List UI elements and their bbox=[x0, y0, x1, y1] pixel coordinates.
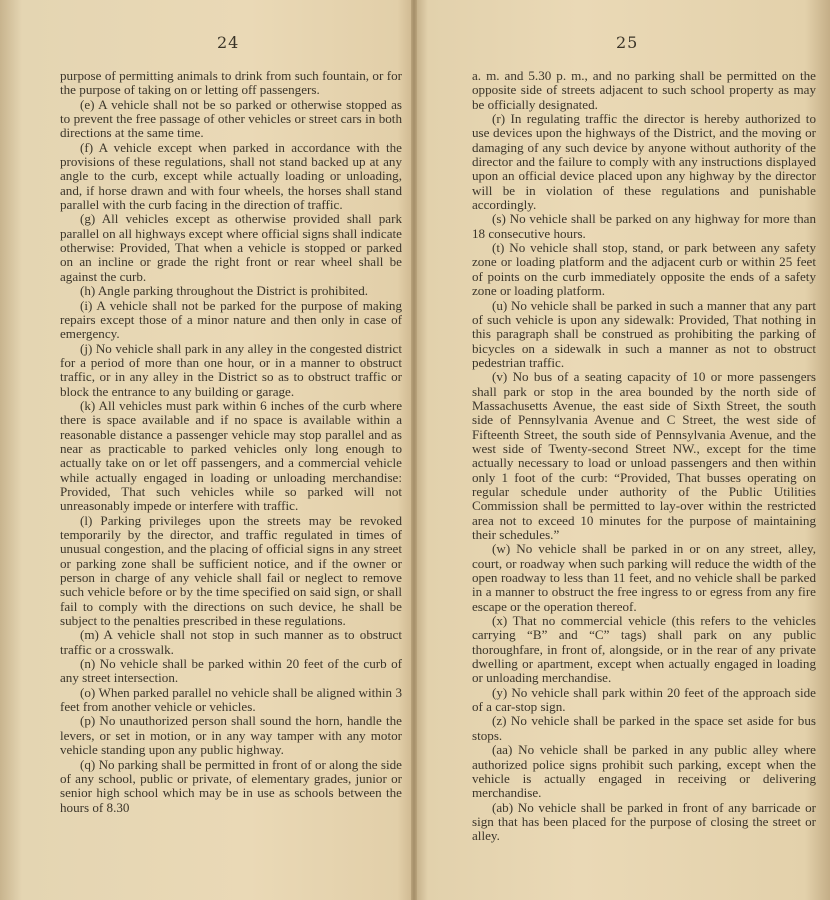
paragraph-n: (n) No vehicle shall be parked within 20 feet of the curb of any street intersection. bbox=[60, 656, 402, 686]
paragraph-u: (u) No vehicle shall be parked in such a manner that any part of such vehicle is upon any sidewalk: Provided, That nothing in this paragraph shall be construed as prohibiting the parking of bicycles on a sidewalk in such a manner as not to obstruct pedestrian traffic. bbox=[472, 297, 816, 370]
paragraph-f: (f) A vehicle except when parked in accordance with the provisions of these regulations, shall not stand backed up at any angle to the curb, except while actually loading or unloading, and, if horse drawn and with four wheels, the horses shall stand parallel with the curb facing in the direction of traffic. bbox=[60, 139, 402, 213]
paragraph: purpose of permitting animals to drink from such fountain, or for the purpose of taking on or letting off passengers. bbox=[60, 68, 402, 98]
paragraph-y: (y) No vehicle shall park within 20 feet of the approach side of a car-stop sign. bbox=[472, 684, 816, 715]
page-number-right: 25 bbox=[616, 33, 639, 52]
paragraph-k: (k) All vehicles must park within 6 inches of the curb where there is space available and if no space is available within a reasonable distance a passenger vehicle may stop parallel and as near as practicable to parked vehicles only long enough to actually take on or let off passengers, and a commercial vehicle while actually engaged in loading or unloading merchandise: Provided, That such vehicles while so parked will not unreasonably impede or interfere with traffic. bbox=[60, 397, 402, 514]
paragraph-p: (p) No unauthorized person shall sound the horn, handle the levers, or set in motion, or in any way tamper with any motor vehicle standing upon any public highway. bbox=[60, 713, 402, 758]
paragraph-o: (o) When parked parallel no vehicle shall be aligned within 3 feet from another vehicle or vehicles. bbox=[60, 684, 402, 715]
right-page-text bbox=[472, 69, 816, 844]
paragraph-q-continued: a. m. and 5.30 p. m., and no parking shall be permitted on the opposite side of streets adjacent to such school property as may be officially designated. bbox=[472, 68, 816, 112]
paragraph-i: (i) A vehicle shall not be parked for the purpose of making repairs except those of a minor nature and then only in case of emergency. bbox=[60, 297, 402, 342]
paragraph-m: (m) A vehicle shall not stop in such manner as to obstruct traffic or a crosswalk. bbox=[60, 627, 402, 657]
paragraph-v: (v) No bus of a seating capacity of 10 or more passengers shall park or stop in the area bounded by the north side of Massachusetts Avenue, the east side of Sixth Street, the south side of Pennsylvania Avenue and C Street, the west side of Fifteenth Street, the south side of Pennsylvania Avenue, and the west side of Twenty-second Street NW., except for the time actually necessary to load or unload passengers and then within only 1 foot of the curb: “Provided, That busses operating on regular schedule under authority of the Public Utilities Commission shall be permitted to lay-over within the restricted area not to exceed 10 minutes for the purpose of maintaining their schedules.” bbox=[472, 369, 816, 542]
paragraph-aa: (aa) No vehicle shall be parked in any public alley where authorized police signs prohibit such parking, except when the vehicle is actually engaged in receiving or delivering merchandise. bbox=[472, 742, 816, 801]
paragraph-q: (q) No parking shall be permitted in front of or along the side of any school, public or private, of elementary grades, junior or senior high school which may be in use as schools between the hours of 8.30 bbox=[60, 756, 402, 815]
paragraph-g: (g) All vehicles except as otherwise provided shall park parallel on all highways except where official signs shall indicate otherwise: Provided, That when a vehicle is stopped or parked on an incline or grade the right front or rear wheel shall be against the curb. bbox=[60, 211, 402, 284]
right-page bbox=[414, 0, 830, 900]
left-page-text bbox=[60, 69, 402, 815]
paragraph-t: (t) No vehicle shall stop, stand, or park between any safety zone or loading platform and the adjacent curb or within 25 feet of points on the curb immediately opposite the ends of a safety zone or loading platform. bbox=[472, 240, 816, 299]
paragraph-x: (x) That no commercial vehicle (this refers to the vehicles carrying “B” and “C” tags) shall park on any public thoroughfare, in front of, alongside, or in the rear of any private dwelling or apartment, except when actually engaged in loading or unloading merchandise. bbox=[472, 613, 816, 686]
paragraph-r: (r) In regulating traffic the director is hereby authorized to use devices upon the highways of the District, and the moving or damaging of any such device by anyone without authority of the director and the failure to comply with any instructions displayed upon an official device placed upon any highway by the director will be in violation of these regulations and punishable accordingly. bbox=[472, 111, 816, 213]
paragraph-s: (s) No vehicle shall be parked on any highway for more than 18 consecutive hours. bbox=[472, 211, 816, 241]
book-gutter bbox=[411, 0, 417, 900]
paragraph-h: (h) Angle parking throughout the District is prohibited. bbox=[80, 283, 369, 299]
paragraph-l: (l) Parking privileges upon the streets may be revoked temporarily by the director, and traffic regulated in times of unusual congestion, and the placing of official signs in any street or parking zone shall be sufficient notice, and if the owner or person in charge of any vehicle shall fail or neglect to remove such vehicle before or by the time specified on said sign, or shall fail to comply with the directions on such device, he shall be subject to the penalties prescribed in these regulations. bbox=[60, 512, 402, 629]
paragraph-e: (e) A vehicle shall not be so parked or otherwise stopped as to prevent the free passage of other vehicles or street cars in both directions at the same time. bbox=[60, 96, 402, 141]
paragraph-w: (w) No vehicle shall be parked in or on any street, alley, court, or roadway when such parking will reduce the width of the open roadway to less than 11 feet, and no vehicle shall be parked in a manner to obstruct the free ingress to or egress from any fire escape or the operation thereof. bbox=[472, 541, 816, 614]
paragraph-ab: (ab) No vehicle shall be parked in front of any barricade or sign that has been placed for the purpose of closing the street or alley. bbox=[472, 799, 816, 844]
left-page bbox=[0, 0, 414, 900]
paragraph-z: (z) No vehicle shall be parked in the space set aside for bus stops. bbox=[472, 713, 816, 743]
paragraph-j: (j) No vehicle shall park in any alley in the congested district for a period of more than one hour, or in a manner to obstruct traffic, or in any alley in the District so as to obstruct traffic or block the entrance to any building or garage. bbox=[60, 340, 402, 399]
page-number-left: 24 bbox=[217, 33, 240, 52]
